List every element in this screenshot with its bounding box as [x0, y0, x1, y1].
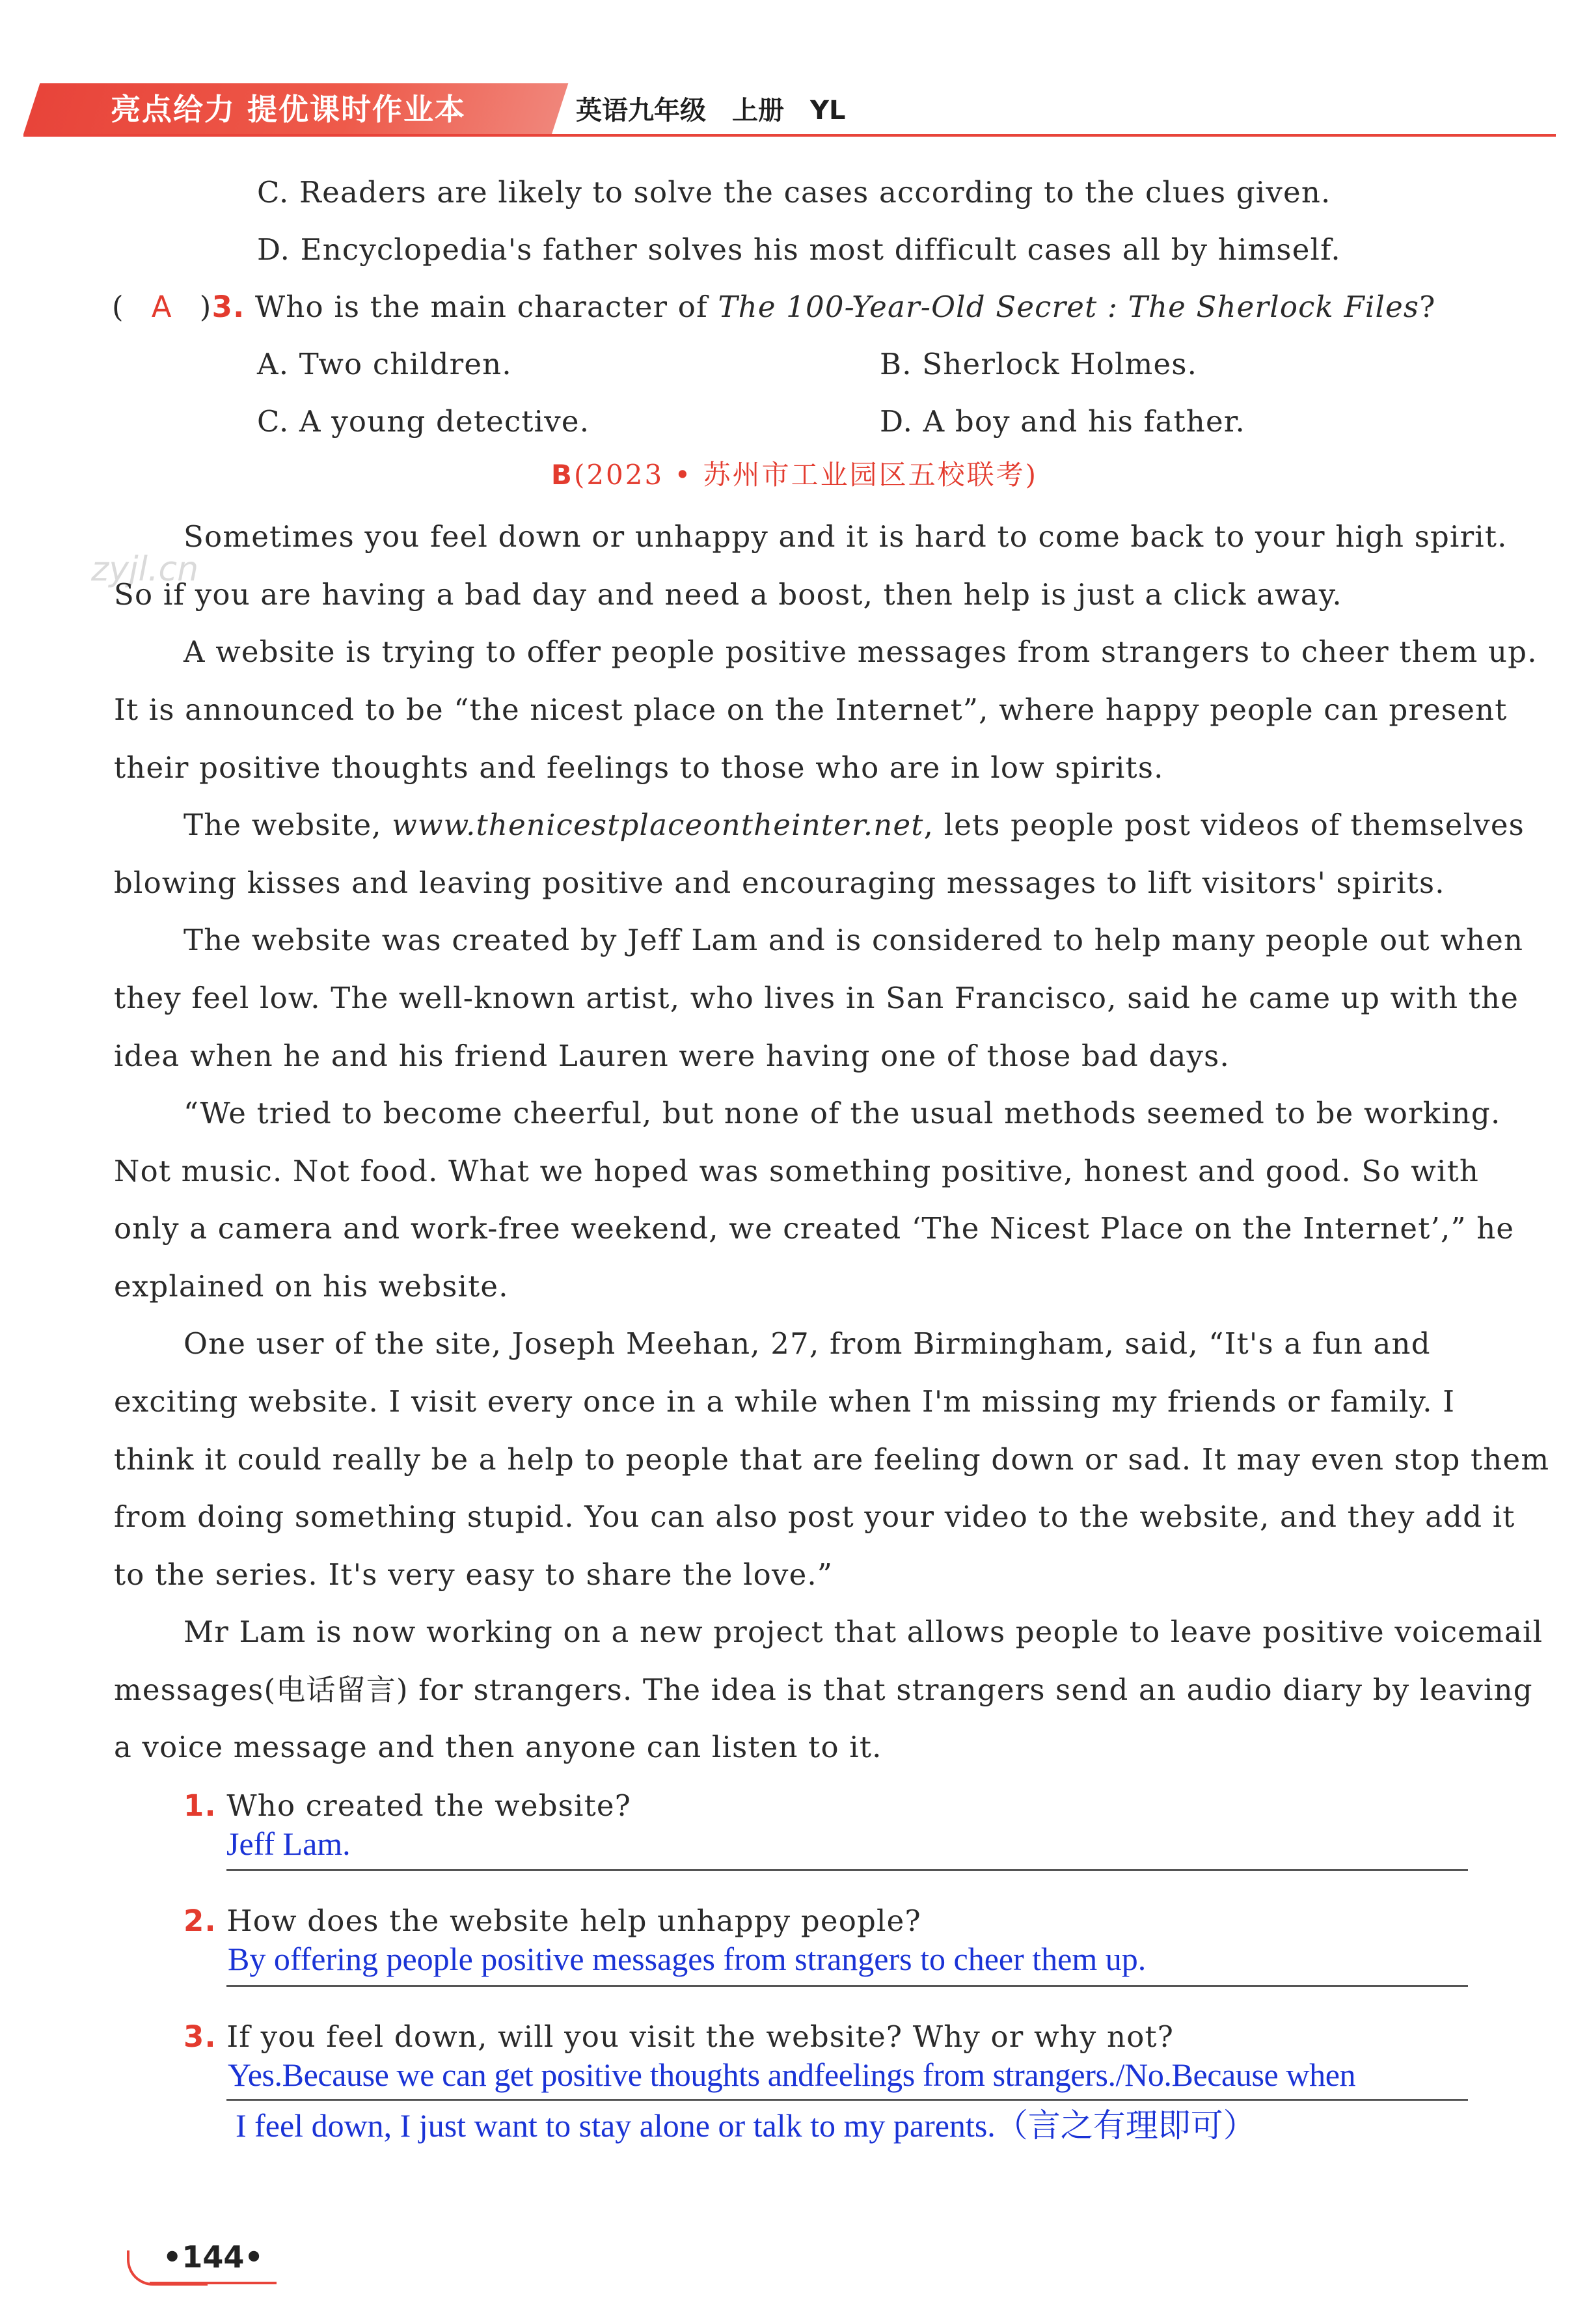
passage-line: messages(电话留言) for strangers. The idea is that strangers send an audio diary by leaving [114, 1673, 1533, 1707]
answer-paren-open: ( [112, 290, 124, 324]
q2-number: 2. [183, 1904, 217, 1938]
q3s-answer-line2: I feel down, I just want to stay alone or talk to my parents.（言之有理即可） [236, 2107, 1256, 2144]
passage-line: One user of the site, Joseph Meehan, 27, from Birmingham, said, “It's a fun and [183, 1326, 1431, 1361]
passage-line: their positive thoughts and feelings to those who are in low spirits. [114, 750, 1164, 785]
passage-line: only a camera and work-free weekend, we created ‘The Nicest Place on the Internet’,” he [114, 1211, 1515, 1246]
volume-label: 上册 [732, 96, 784, 126]
q3-option-c: C. A young detective. [257, 404, 590, 439]
subject-label: 英语九年级 [576, 96, 706, 126]
question-2 [183, 1902, 921, 1941]
page-number: •144• [163, 2239, 264, 2275]
passage-line: to the series. It's very easy to share the love.” [114, 1557, 834, 1592]
passage-line: exciting website. I visit every once in a while when I'm missing my friends or family. I [114, 1384, 1456, 1419]
passage-line: Mr Lam is now working on a new project that allows people to leave positive voicemail [183, 1615, 1543, 1649]
q2-answer: By offering people positive messages from strangers to cheer them up. [228, 1941, 1147, 1977]
question-3-short [183, 2017, 1174, 2057]
passage-line: a voice message and then anyone can listen to it. [114, 1730, 882, 1764]
passage-line: The website was created by Jeff Lam and is considered to help many people out when [183, 923, 1524, 957]
prev-option-d: D. Encyclopedia's father solves his most difficult cases all by himself. [257, 232, 1341, 267]
passage-line: idea when he and his friend Lauren were having one of those bad days. [114, 1039, 1230, 1073]
passage-line: they feel low. The well-known artist, who lives in San Francisco, said he came up with the [114, 981, 1519, 1015]
q3-option-a: A. Two children. [257, 347, 512, 381]
passage-line: Sometimes you feel down or unhappy and it is hard to come back to your high spirit. [183, 519, 1508, 554]
q1-text: Who created the website? [226, 1788, 632, 1823]
header-rule [23, 134, 1556, 137]
answer-paren-close: ) [199, 290, 212, 324]
q1-answer: Jeff Lam. [226, 1825, 351, 1862]
website-url: www.thenicestplaceontheinter.net [392, 808, 924, 842]
section-label: B [550, 459, 574, 491]
edition-label: YL [810, 96, 846, 126]
watermark: zyjl.cn [91, 550, 199, 589]
book-info [576, 91, 871, 130]
passage-line: from doing something stupid. You can also post your video to the website, and they add it [114, 1499, 1515, 1534]
q3s-number: 3. [183, 2019, 217, 2054]
q1-number: 1. [183, 1788, 217, 1823]
q3-answer: A [151, 290, 172, 324]
series-title: 亮点给力 提优课时作业本 [111, 92, 467, 127]
passage-line: Not music. Not food. What we hoped was something positive, honest and good. So with [114, 1154, 1480, 1188]
passage-line: It is announced to be “the nicest place on the Internet”, where happy people can present [114, 692, 1508, 727]
passage-line: “We tried to become cheerful, but none of the usual methods seemed to be working. [183, 1096, 1501, 1130]
passage-line [183, 806, 1525, 845]
q3-option-b: B. Sherlock Holmes. [880, 347, 1198, 381]
passage-line: explained on his website. [114, 1269, 509, 1304]
passage-line: blowing kisses and leaving positive and encouraging messages to lift visitors' spirits. [114, 866, 1445, 900]
answer-line [226, 1869, 1468, 1871]
q3-number: 3. [211, 290, 245, 324]
q3-text: Who is the main character of [254, 290, 718, 324]
q2-text: How does the website help unhappy people? [226, 1904, 921, 1938]
question-3 [112, 288, 1436, 327]
footer-rule [150, 2282, 277, 2284]
prev-option-c: C. Readers are likely to solve the cases according to the clues given. [257, 175, 1331, 210]
section-source: (2023 • 苏州市工业园区五校联考) [573, 459, 1039, 491]
passage-line: A website is trying to offer people positive messages from strangers to cheer them up. [183, 635, 1538, 669]
answer-line [226, 1985, 1468, 1987]
q3-question-mark: ? [1419, 290, 1436, 324]
answer-line [226, 2099, 1468, 2101]
q3s-answer-line1: Yes.Because we can get positive thoughts andfeelings from strangers./No.Because when [228, 2057, 1356, 2093]
section-b-heading [0, 456, 1589, 495]
q3s-text: If you feel down, will you visit the website? Why or why not? [226, 2019, 1175, 2054]
question-1 [183, 1786, 631, 1825]
passage-line: So if you are having a bad day and need a boost, then help is just a click away. [114, 577, 1342, 612]
passage-text: The website, [183, 808, 392, 842]
passage-line: think it could really be a help to people that are feeling down or sad. It may even stop them [114, 1442, 1550, 1477]
passage-text: , lets people post videos of themselves [923, 808, 1525, 842]
q3-book-title: The 100-Year-Old Secret : The Sherlock Files [718, 290, 1420, 324]
q3-option-d: D. A boy and his father. [880, 404, 1246, 439]
